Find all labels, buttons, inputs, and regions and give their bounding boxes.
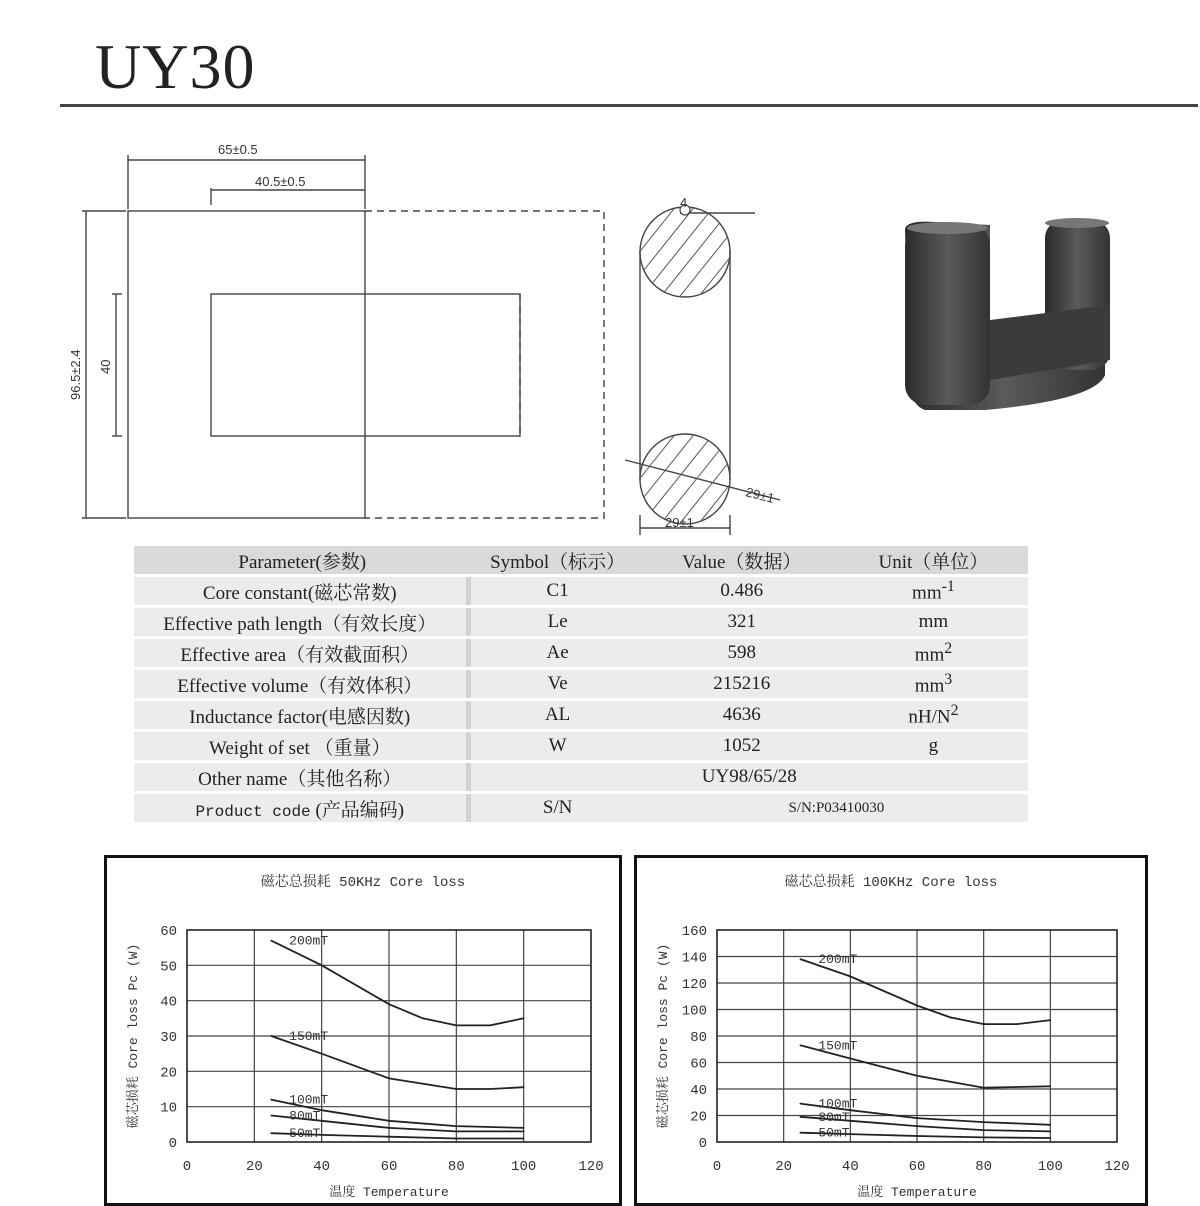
header-value: Value（数据） <box>645 546 839 574</box>
x-tick-label: 20 <box>775 1159 793 1175</box>
unit-cell <box>839 670 1028 698</box>
unit-cell <box>839 639 1028 667</box>
series-point <box>1050 1124 1052 1126</box>
series-point <box>1050 1137 1052 1139</box>
series-label: 150mT <box>289 1029 329 1044</box>
series-point <box>489 1025 491 1027</box>
page-title: UY30 <box>95 31 256 102</box>
series-point <box>850 976 852 978</box>
series-point <box>456 1125 458 1127</box>
series-point <box>270 1132 272 1134</box>
unit-exponent: 2 <box>950 701 959 719</box>
y-tick-label: 140 <box>681 950 707 967</box>
unit-exponent: 2 <box>944 639 953 657</box>
unit-cell <box>839 577 1028 605</box>
y-tick-label: 60 <box>690 1056 707 1073</box>
series-point <box>422 1018 424 1020</box>
series-point <box>388 1003 390 1005</box>
series-line-200mT <box>271 941 524 1026</box>
symbol-cell: S/N <box>471 794 645 822</box>
unit-text: mm <box>912 582 942 604</box>
y-tick-label: 160 <box>681 924 707 940</box>
value-cell: 215216 <box>645 670 839 698</box>
series-point <box>456 1025 458 1027</box>
table-row <box>134 577 1028 605</box>
y-tick-label: 60 <box>160 924 177 940</box>
series-label: 200mT <box>818 952 858 968</box>
series-point <box>983 1129 985 1131</box>
series-label: 50mT <box>818 1125 850 1141</box>
x-tick-label: 0 <box>712 1159 722 1175</box>
table-header-row <box>134 546 1028 574</box>
series-label: 150mT <box>818 1038 858 1054</box>
unit-text: mm <box>914 675 945 697</box>
unit-cell <box>839 732 1028 760</box>
series-label: 80mT <box>818 1109 850 1125</box>
y-axis-label: 磁芯损耗 Core loss Pc (W) <box>656 943 671 1129</box>
header-parameter: Parameter(参数) <box>134 546 471 574</box>
param-cell: Effective area（有效截面积） <box>134 639 471 667</box>
series-point <box>523 1138 525 1140</box>
unit-cell <box>839 608 1028 636</box>
series-point <box>321 1134 323 1136</box>
dim-width-inner: 40.5±0.5 <box>255 174 306 189</box>
product-code-label: Product code <box>195 802 311 821</box>
series-point <box>916 1075 918 1077</box>
y-tick-label: 40 <box>160 994 177 1011</box>
unit-text: nH/N <box>908 706 951 728</box>
param-cell: Effective volume（有效体积） <box>134 670 471 698</box>
x-tick-label: 80 <box>447 1159 465 1175</box>
product-code-value: S/N:P03410030 <box>645 794 1028 822</box>
x-tick-label: 100 <box>511 1159 537 1175</box>
parameter-table <box>134 543 1028 825</box>
core-dimension-drawing <box>0 0 800 540</box>
value-cell: 0.486 <box>645 577 839 605</box>
param-cell: Weight of set （重量） <box>134 732 471 760</box>
y-tick-label: 40 <box>690 1083 707 1099</box>
value-cell: 4636 <box>645 701 839 729</box>
series-point <box>916 1117 918 1119</box>
param-cell: Inductance factor(电感因数) <box>134 701 471 729</box>
table-row <box>134 670 1028 698</box>
series-point <box>321 1109 323 1111</box>
table-row <box>134 608 1028 636</box>
dim-diameter-b: 29±1 <box>665 515 694 530</box>
series-point <box>800 1103 802 1105</box>
side-view-top-section <box>640 207 730 297</box>
param-cell: Effective path length（有效长度） <box>134 608 471 636</box>
table-row <box>134 701 1028 729</box>
x-tick-label: 0 <box>182 1159 192 1175</box>
chart-core-loss-100khz <box>634 855 1148 1206</box>
symbol-cell: Ve <box>471 670 645 698</box>
series-point <box>916 1135 918 1137</box>
series-line-200mT <box>800 959 1050 1024</box>
series-point <box>456 1088 458 1090</box>
y-tick-label: 20 <box>690 1109 707 1126</box>
symbol-cell: C1 <box>471 577 645 605</box>
series-point <box>388 1127 390 1129</box>
value-cell: 598 <box>645 639 839 667</box>
x-tick-label: 80 <box>975 1159 993 1175</box>
table-row <box>134 639 1028 667</box>
series-point <box>1050 1086 1052 1088</box>
front-view-hidden-edge <box>365 211 604 518</box>
y-tick-label: 20 <box>160 1065 177 1082</box>
value-cell: 1052 <box>645 732 839 760</box>
series-point <box>800 1116 802 1118</box>
chart-title: 磁芯总损耗 100KHz Core loss <box>784 875 998 891</box>
series-point <box>983 1023 985 1025</box>
series-point <box>1016 1023 1018 1025</box>
series-label: 100mT <box>818 1096 858 1112</box>
series-point <box>321 965 323 967</box>
y-tick-label: 120 <box>681 977 707 993</box>
series-point <box>983 1137 985 1139</box>
x-tick-label: 120 <box>578 1159 604 1175</box>
series-point <box>800 958 802 960</box>
series-point <box>523 1086 525 1088</box>
series-point <box>321 1120 323 1122</box>
side-view-bottom-section <box>640 434 730 524</box>
unit-text: mm <box>918 611 949 632</box>
series-label: 50mT <box>289 1126 321 1142</box>
series-point <box>388 1078 390 1080</box>
symbol-cell: AL <box>471 701 645 729</box>
series-point <box>489 1088 491 1090</box>
series-point <box>523 1018 525 1020</box>
x-axis-label: 温度 Temperature <box>857 1185 977 1200</box>
header-symbol: Symbol（标示） <box>471 546 645 574</box>
symbol-cell: Ae <box>471 639 645 667</box>
symbol-cell: W <box>471 732 645 760</box>
front-view-outline <box>128 211 365 518</box>
header-unit: Unit（单位） <box>839 546 1028 574</box>
x-tick-label: 20 <box>245 1159 263 1175</box>
series-point <box>270 1099 272 1101</box>
dim-diameter-a: 29±1 <box>744 484 776 506</box>
x-tick-label: 120 <box>1104 1159 1130 1175</box>
series-point <box>800 1132 802 1134</box>
y-tick-label: 80 <box>690 1030 707 1046</box>
series-point <box>456 1138 458 1140</box>
series-point <box>388 1136 390 1138</box>
series-label: 100mT <box>289 1092 329 1108</box>
series-point <box>850 1058 852 1060</box>
param-cell: Core constant(磁芯常数) <box>134 577 471 605</box>
table-row <box>134 732 1028 760</box>
unit-text: mm <box>914 644 945 666</box>
other-name-value: UY98/65/28 <box>471 763 1029 791</box>
series-point <box>800 1044 802 1046</box>
y-tick-label: 100 <box>681 1003 707 1020</box>
series-point <box>456 1131 458 1133</box>
series-point <box>270 1115 272 1117</box>
series-point <box>850 1120 852 1122</box>
series-point <box>916 1125 918 1127</box>
series-point <box>850 1133 852 1135</box>
table-row-other-name <box>134 763 1028 791</box>
y-tick-label: 0 <box>168 1136 177 1152</box>
param-cell <box>134 794 471 822</box>
chart-100khz-svg <box>637 858 1145 1203</box>
series-point <box>983 1121 985 1123</box>
product-code-label-cn: (产品编码) <box>315 799 405 821</box>
dim-hole: 4 <box>680 195 688 210</box>
value-cell: 321 <box>645 608 839 636</box>
unit-cell <box>839 701 1028 729</box>
series-point <box>321 1053 323 1055</box>
dim-height-inner: 40 <box>98 359 113 374</box>
series-point <box>388 1120 390 1122</box>
series-label: 80mT <box>289 1108 321 1124</box>
table-row-product-code <box>134 794 1028 822</box>
x-tick-label: 100 <box>1037 1159 1063 1175</box>
chart-50khz-svg <box>107 858 619 1203</box>
y-tick-label: 50 <box>160 959 177 976</box>
u-core-product-image <box>895 210 1120 415</box>
series-point <box>270 1035 272 1037</box>
series-point <box>270 940 272 942</box>
x-tick-label: 60 <box>380 1159 398 1175</box>
series-point <box>1050 1131 1052 1133</box>
x-axis-label: 温度 Temperature <box>329 1185 449 1200</box>
chart-core-loss-50khz <box>104 855 622 1206</box>
dim-height-outer: 96.5±2.4 <box>68 349 83 400</box>
chart-title: 磁芯总损耗 50KHz Core loss <box>260 875 466 891</box>
series-label: 200mT <box>289 933 329 949</box>
series-point <box>523 1127 525 1129</box>
y-tick-label: 30 <box>160 1030 177 1046</box>
series-point <box>950 1017 952 1019</box>
series-point <box>983 1087 985 1089</box>
unit-exponent: 3 <box>944 670 953 688</box>
y-tick-label: 0 <box>698 1136 707 1152</box>
series-point <box>523 1131 525 1133</box>
unit-exponent: -1 <box>941 577 955 595</box>
series-point <box>1050 1019 1052 1021</box>
param-cell: Other name（其他名称） <box>134 763 471 791</box>
x-tick-label: 60 <box>908 1159 926 1175</box>
y-tick-label: 10 <box>160 1100 177 1117</box>
y-axis-label: 磁芯损耗 Core loss Pc (W) <box>126 943 141 1129</box>
x-tick-label: 40 <box>313 1159 331 1175</box>
series-point <box>916 1005 918 1007</box>
unit-text: g <box>928 735 939 756</box>
x-tick-label: 40 <box>841 1159 859 1175</box>
symbol-cell: Le <box>471 608 645 636</box>
dim-width-outer: 65±0.5 <box>218 142 258 157</box>
